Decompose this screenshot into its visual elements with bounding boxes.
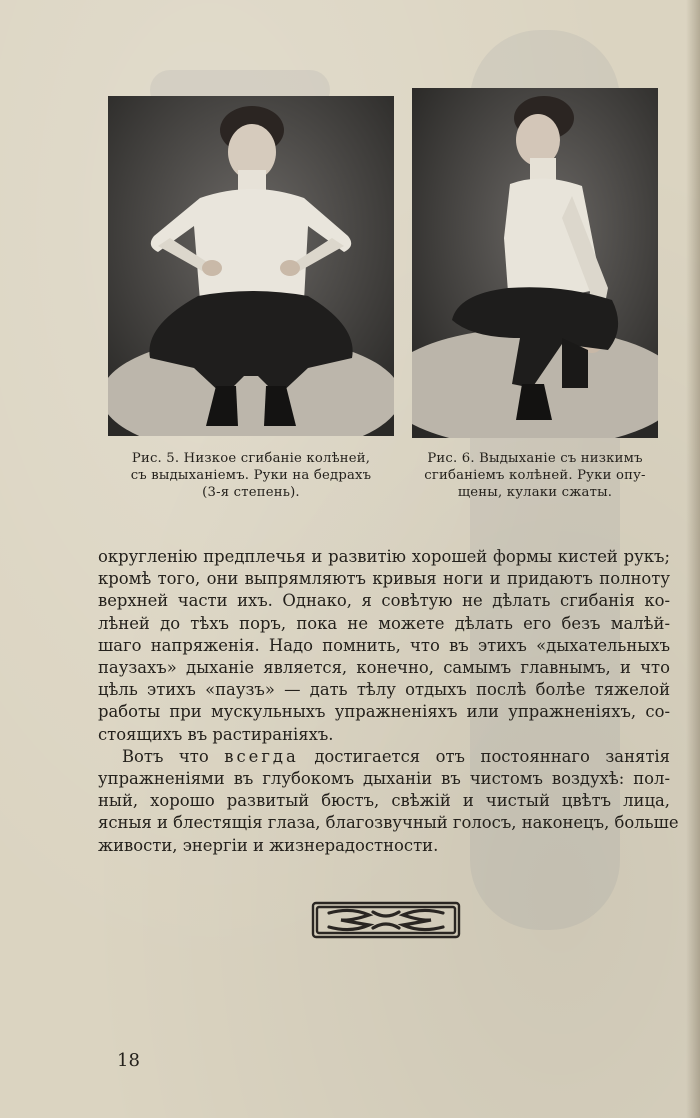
caption-line: (3-я степень). bbox=[202, 485, 300, 500]
text-line: лѣней до тѣхъ поръ, пока не можете дѣлать его безъ малѣй- bbox=[98, 613, 670, 633]
text-run: достигается отъ постояннаго занятія bbox=[298, 746, 670, 766]
text-line: кромѣ того, они выпрямляютъ кривыя ноги и придаютъ полноту bbox=[98, 569, 670, 589]
ornament-vignette-icon bbox=[311, 899, 461, 941]
figure-5-caption bbox=[108, 450, 394, 501]
text-line: упражненіями въ глубокомъ дыханіи въ чистомъ воздухѣ: пол- bbox=[98, 769, 670, 789]
paragraph-2-first-line bbox=[98, 746, 670, 768]
figure-5-photo bbox=[108, 96, 394, 436]
text-line: шаго напряженія. Надо помнить, что въ этихъ «дыхательныхъ bbox=[98, 635, 670, 655]
text-line: верхней части ихъ. Однако, я совѣтую не дѣлать сгибанія ко- bbox=[98, 591, 670, 611]
text-line: округленію предплечья и развитію хорошей формы кистей рукъ; bbox=[98, 547, 670, 566]
text-line: живости, энергіи и жизнерадостности. bbox=[98, 835, 439, 855]
text-line: цѣль этихъ «паузъ» — дать тѣлу отдыхъ послѣ болѣе тяжелой bbox=[98, 680, 670, 700]
caption-line: съ выдыханіемъ. Руки на бедрахъ bbox=[130, 468, 372, 483]
text-line: ный, хорошо развитый бюстъ, свѣжій и чистый цвѣтъ лица, bbox=[98, 791, 670, 811]
text-line: стоящихъ въ растираніяхъ. bbox=[98, 724, 334, 744]
figure-6-caption bbox=[412, 450, 658, 501]
caption-line: щены, кулаки сжаты. bbox=[457, 485, 613, 500]
page-number: 18 bbox=[117, 1050, 140, 1071]
text-line: паузахъ» дыханіе является, конечно, самымъ главнымъ, и что bbox=[98, 658, 670, 678]
caption-line: сгибаніемъ колѣней. Руки опу- bbox=[424, 468, 646, 483]
text-line: работы при мускульныхъ упражненіяхъ или упражненіяхъ, со- bbox=[98, 702, 670, 722]
text-run: Вотъ что bbox=[122, 746, 225, 766]
text-line: ясныя и блестящія глаза, благозвучный голосъ, наконецъ, больше bbox=[98, 813, 679, 833]
page-edge bbox=[686, 0, 700, 1118]
caption-line: Рис. 6. Выдыханіе съ низкимъ bbox=[427, 451, 643, 466]
emphasis-text: всегда bbox=[224, 746, 299, 766]
figure-6-photo bbox=[412, 88, 658, 438]
caption-line: Рис. 5. Низкое сгибаніе колѣней, bbox=[131, 451, 371, 466]
body-text bbox=[98, 546, 679, 857]
